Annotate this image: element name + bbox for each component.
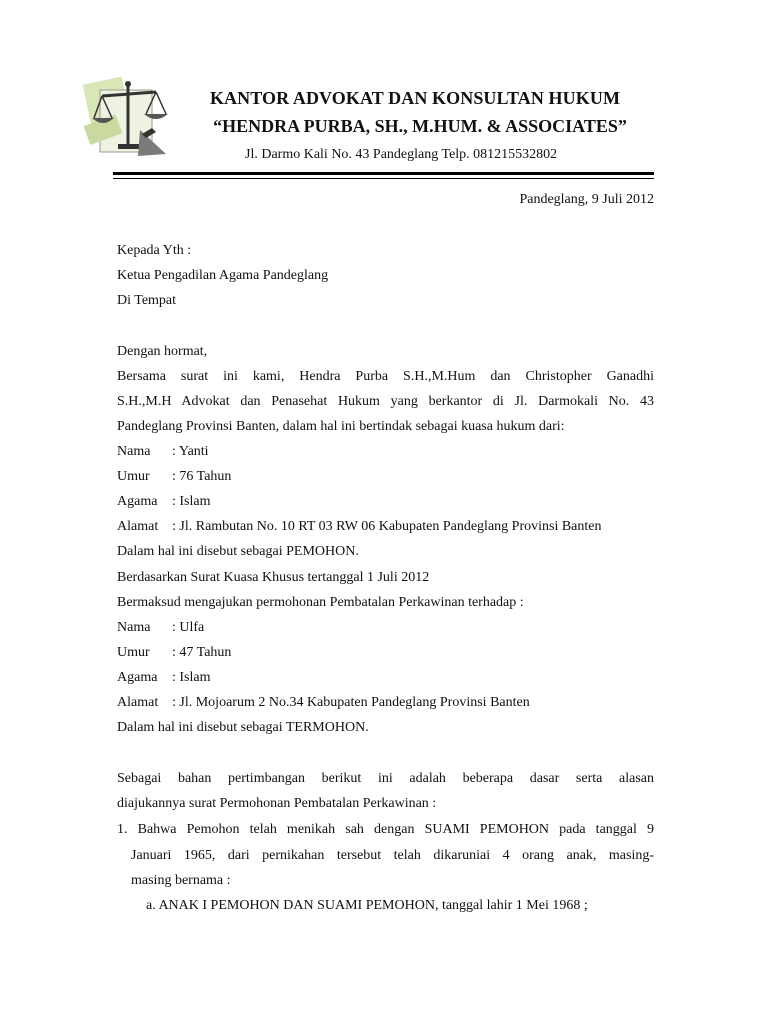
field-value: : Yanti: [172, 444, 209, 459]
termohon-alamat: [117, 695, 654, 711]
field-label: Umur: [117, 645, 150, 660]
termohon-umur: [117, 645, 654, 661]
recipient-line-3: Di Tempat: [117, 293, 177, 308]
field-value: : Islam: [172, 494, 211, 509]
pemohon-umur: [117, 469, 654, 485]
field-value: : Jl. Mojoarum 2 No.34 Kabupaten Pandeglang Provinsi Banten: [172, 695, 530, 710]
termohon-nama: [117, 620, 654, 636]
point-1-line-3: masing bernama :: [131, 873, 231, 888]
point-1-line-1: 1. Bahwa Pemohon telah menikah sah dengan SUAMI PEMOHON pada tanggal 9: [117, 822, 654, 837]
basis-line: Berdasarkan Surat Kuasa Khusus tertanggal 1 Juli 2012: [117, 570, 430, 585]
letter-date: Pandeglang, 9 Juli 2012: [519, 192, 654, 207]
pemohon-alamat: [117, 519, 654, 535]
considerations-line-2: diajukannya surat Permohonan Pembatalan Perkawinan :: [117, 796, 437, 811]
field-label: Umur: [117, 469, 150, 484]
pemohon-agama: [117, 494, 654, 510]
field-label: Alamat: [117, 519, 159, 534]
firm-name: KANTOR ADVOKAT DAN KONSULTAN HUKUM: [209, 88, 621, 108]
field-label: Nama: [117, 444, 151, 459]
intro-line-2: S.H.,M.H Advokat dan Penasehat Hukum yang berkantor di Jl. Darmokali No. 43: [117, 394, 654, 409]
field-label: Alamat: [117, 695, 159, 710]
intro-line-1: Bersama surat ini kami, Hendra Purba S.H.,M.Hum dan Christopher Ganadhi: [117, 369, 654, 384]
intent-line: Bermaksud mengajukan permohonan Pembatalan Perkawinan terhadap :: [117, 595, 524, 610]
recipient-line-1: Kepada Yth :: [117, 243, 192, 258]
field-label: Nama: [117, 620, 151, 635]
field-label: Agama: [117, 494, 158, 509]
field-value: : Ulfa: [172, 620, 205, 635]
recipient-line-2: Ketua Pengadilan Agama Pandeglang: [117, 268, 329, 283]
intro-line-3: Pandeglang Provinsi Banten, dalam hal ini bertindak sebagai kuasa hukum dari:: [117, 419, 565, 434]
field-value: : Islam: [172, 670, 211, 685]
child-a-line: a. ANAK I PEMOHON DAN SUAMI PEMOHON, tanggal lahir 1 Mei 1968 ;: [146, 898, 588, 913]
field-value: : 76 Tahun: [172, 469, 232, 484]
firm-title: “HENDRA PURBA, SH., M.HUM. & ASSOCIATES”: [213, 116, 627, 136]
point-1-line-2: Januari 1965, dari pernikahan tersebut telah dikaruniai 4 orang anak, masing-: [131, 848, 654, 863]
termohon-agama: [117, 670, 654, 686]
firm-address: Jl. Darmo Kali No. 43 Pandeglang Telp. 081215532802: [245, 147, 558, 162]
field-value: : Jl. Rambutan No. 10 RT 03 RW 06 Kabupaten Pandeglang Provinsi Banten: [172, 519, 602, 534]
field-label: Agama: [117, 670, 158, 685]
pemohon-nama: [117, 444, 654, 460]
termohon-note: Dalam hal ini disebut sebagai TERMOHON.: [117, 720, 369, 735]
field-value: : 47 Tahun: [172, 645, 232, 660]
header-divider-thick: [113, 172, 654, 175]
scales-of-justice-logo: [82, 70, 174, 160]
considerations-line-1: Sebagai bahan pertimbangan berikut ini adalah beberapa dasar serta alasan: [117, 771, 654, 786]
pemohon-note: Dalam hal ini disebut sebagai PEMOHON.: [117, 544, 359, 559]
header-divider-thin: [113, 178, 654, 179]
greeting: Dengan hormat,: [117, 344, 208, 359]
